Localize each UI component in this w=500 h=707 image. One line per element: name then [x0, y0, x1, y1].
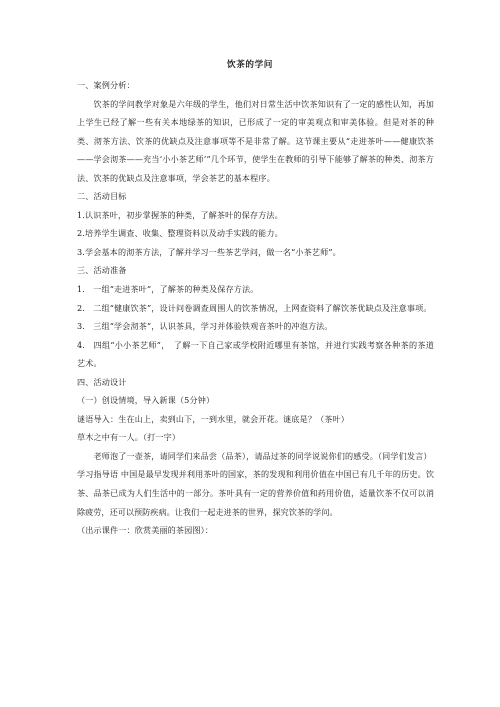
section-heading-preparation: 三、活动准备	[77, 265, 127, 276]
teacher-paragraph: 老师泡了一壶茶，请同学们来品尝（品茶），请品过茶的同学说说你们的感受。（同学们发言）	[93, 450, 432, 461]
section-heading-design: 四、活动设计	[77, 376, 127, 387]
intro-paragraph: 饮茶的学问教学对象是六年级的学生，他们对日常生活中饮茶知识有了一定的感性认知，再加上学生已经了解一些有关本地绿茶的知识，已形成了一定的审美观点和审美体验。但是对茶的种类、沏茶方法、饮茶的优缺点及注意事项等不是非常了解。这节课主要从“走进茶叶——健康饮茶——学会沏茶——充当‘小小茶艺师’”几个环节，使学生在教师的引导下能够了解茶的种类、沏茶方法、饮茶的优缺点及注意事项，学会茶艺的基本程序。	[77, 98, 434, 183]
goal-item-1: 1.认识茶叶，初步掌握茶的种类，了解茶叶的保存方法。	[77, 209, 283, 220]
page-title: 饮茶的学问	[227, 60, 273, 70]
study-guide-paragraph: 学习指导语 中国是最早发现并利用茶叶的国家，茶的发现和利用价值在中国已有几千年的历史。饮茶、品茶已成为人们生活中的一部分。茶叶具有一定的营养价值和药用价值，适量饮茶不仅可以消除疲劳，还可以预防疾病。让我们一起走进茶的世界，探究饮茶的学问。	[77, 469, 434, 517]
preparation-item-1: 1. 一组“走进茶叶”，了解茶的种类及保存方法。	[77, 284, 259, 295]
preparation-item-2: 2. 二组“健康饮茶”，设计问卷调查周围人的饮茶情况，上网查资料了解饮茶优缺点及注意事项。	[77, 302, 432, 313]
preparation-item-3: 3. 三组“学会沏茶”，认识茶具，学习并体验铁观音茶叶的冲泡方法。	[77, 321, 333, 332]
goal-item-3: 3.学会基本的沏茶方法，了解并学习一些茶艺学问，做一名“小茶艺师”。	[77, 246, 341, 257]
riddle-intro: 谜语导入：生在山上，卖到山下，一到水里，就会开花。谜底是？（茶叶）	[77, 413, 350, 424]
section-heading-goals: 二、活动目标	[77, 191, 127, 202]
goal-item-2: 2.培养学生调查、收集、整理资料以及动手实践的能力。	[77, 228, 283, 239]
section-heading-case-analysis: 一、案例分析：	[77, 80, 135, 90]
subsection-heading-intro: （一）创设情境，导入新课（5分钟）	[77, 395, 215, 406]
preparation-item-4: 4. 四组“小小茶艺师”， 了解一下自己家或学校附近哪里有茶馆，并进行实践考察各种茶的茶道艺术。	[77, 339, 434, 369]
courseware-note: （出示课件一：欣赏美丽的茶园图）：	[77, 525, 214, 536]
document-body	[77, 76, 434, 540]
riddle-character: 草木之中有一人。（打一字）	[77, 432, 181, 443]
